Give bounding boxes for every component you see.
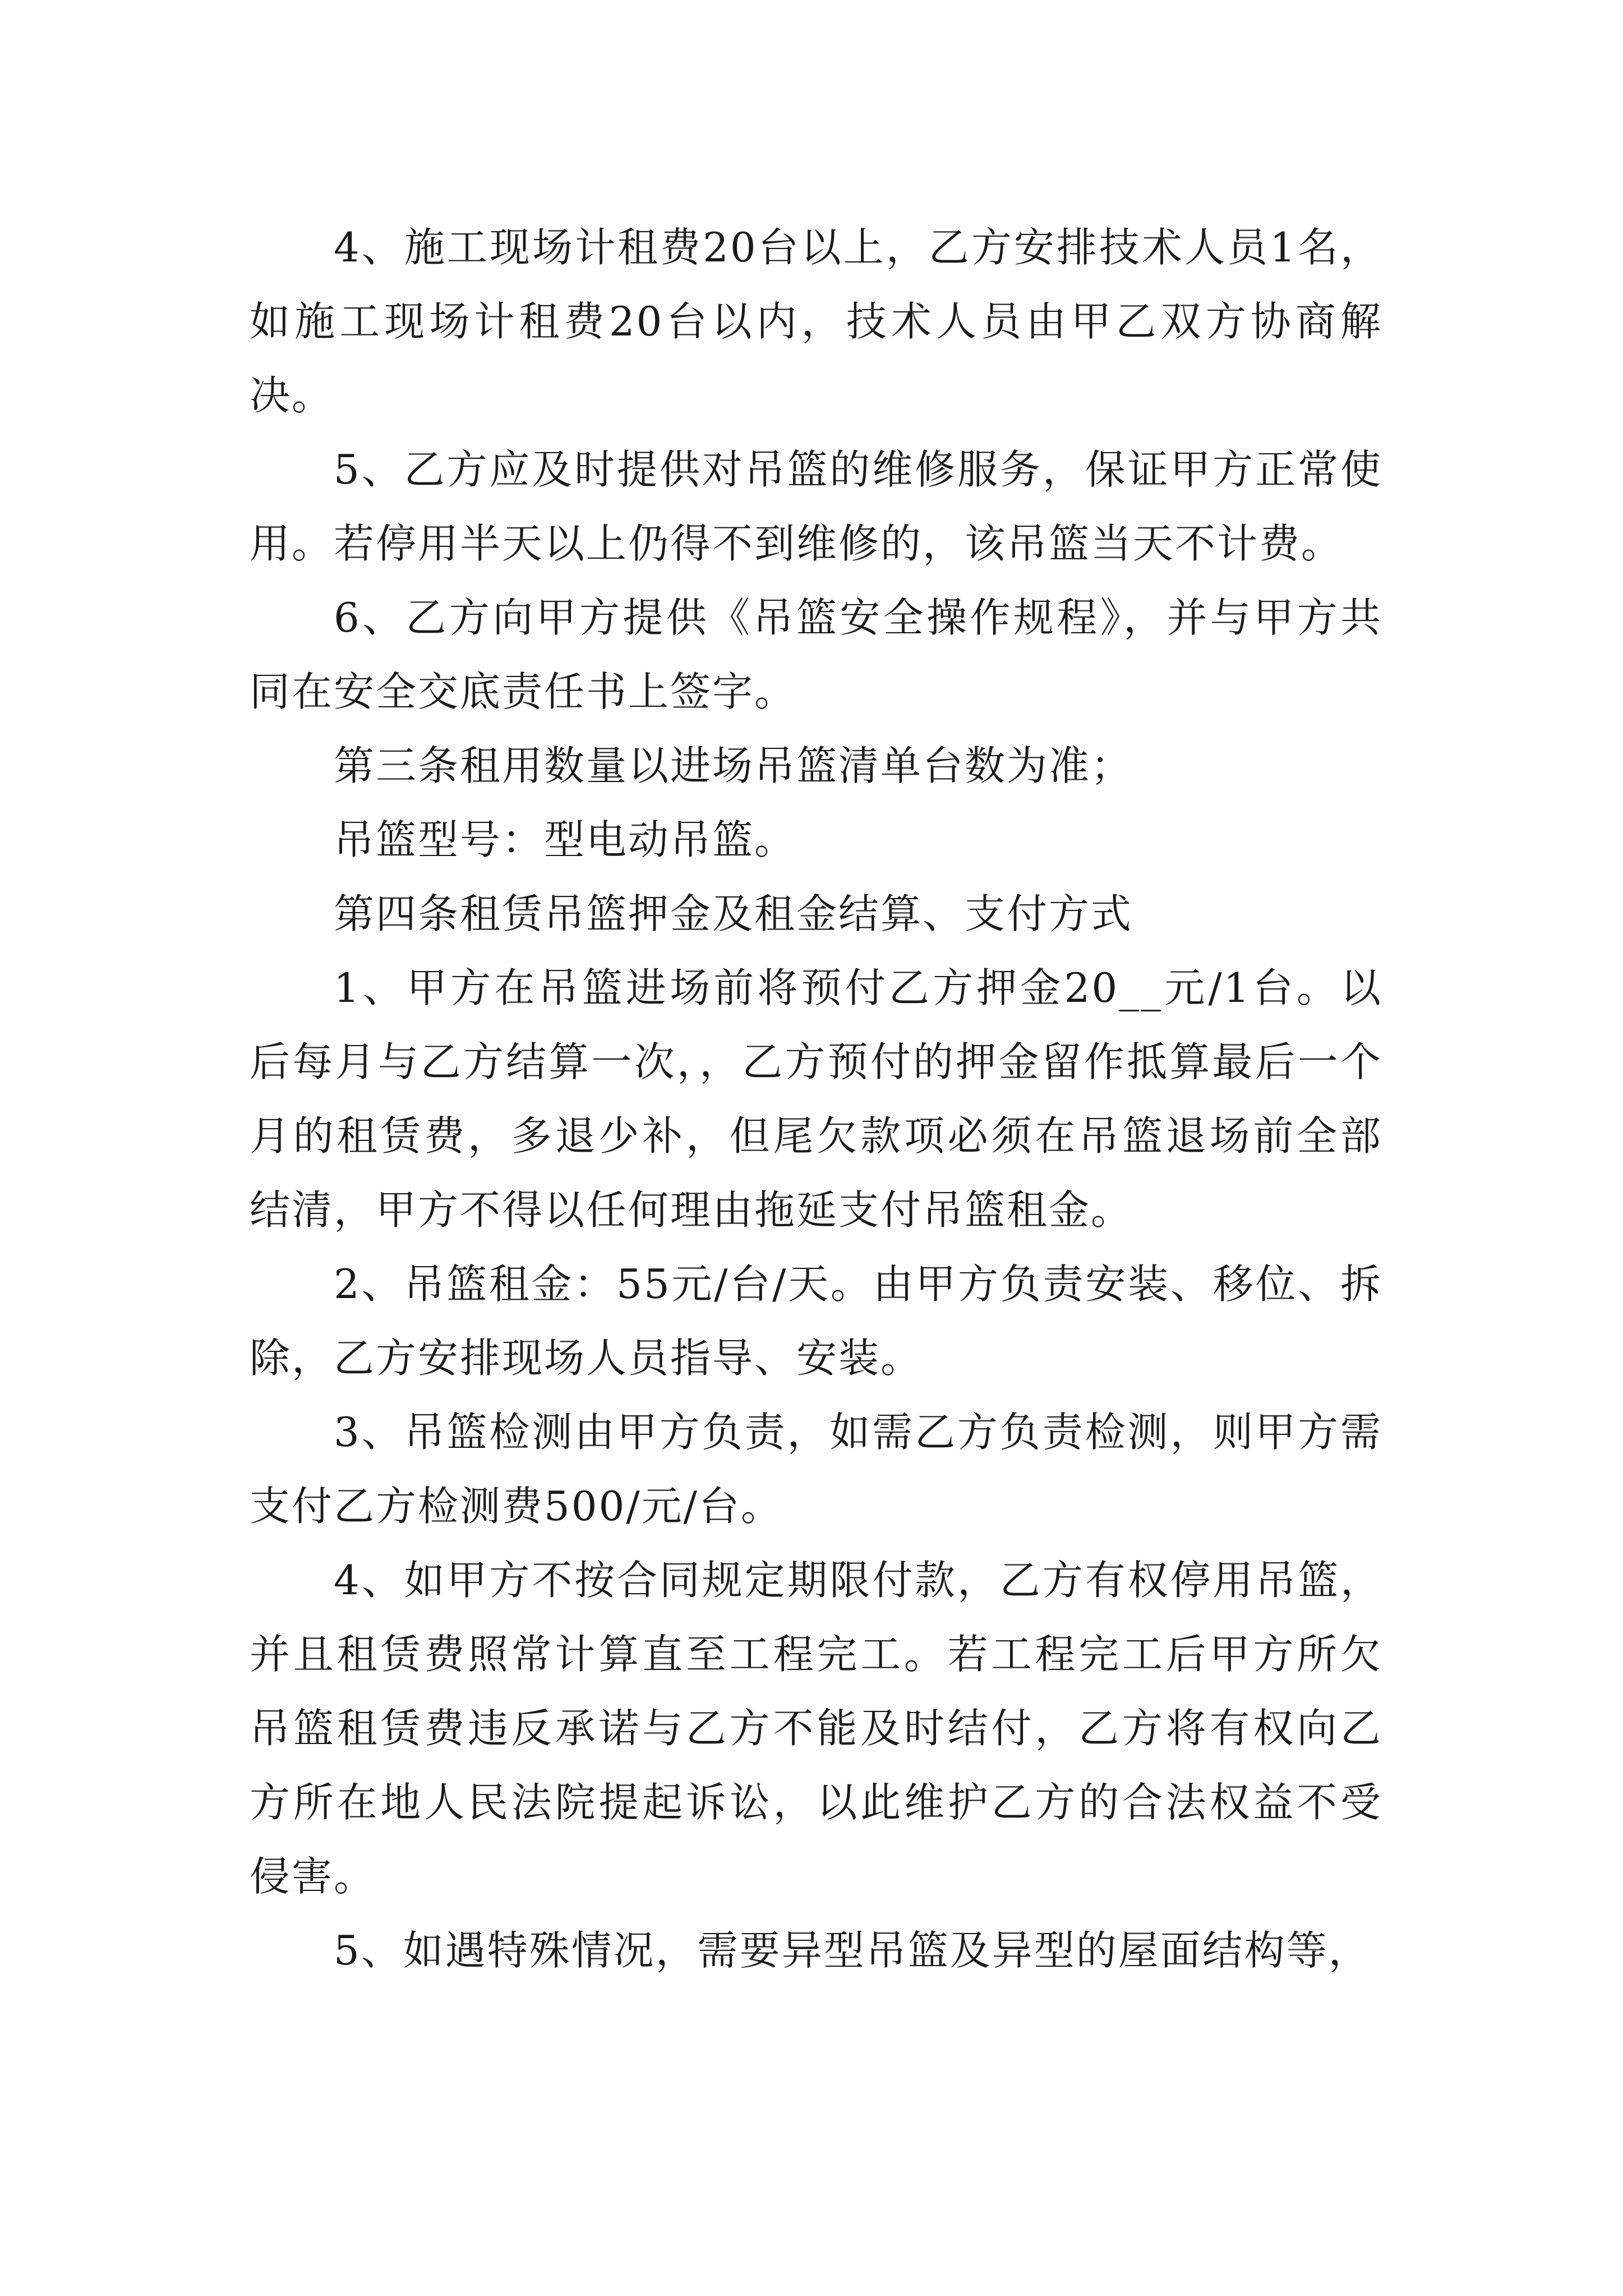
- paragraph-clause-5-special: 5、如遇特殊情况，需要异型吊篮及异型的屋面结构等，: [334, 1927, 1371, 1974]
- paragraph-clause-4-payment: 4、如甲方不按合同规定期限付款，乙方有权停用吊篮，并且租赁费照常计算直至工程完工。若工程完工后甲方所欠吊篮租赁费违反承诺与乙方不能及时结付，乙方将有权向乙方所在地人民法院提起诉讼，以此维护乙方的合法权益不受侵害。: [250, 1557, 1382, 1900]
- document-body: [250, 210, 1382, 1987]
- paragraph-clause-1-deposit: 1、甲方在吊篮进场前将预付乙方押金20__元/1台。以后每月与乙方结算一次，，乙方预付的押金留作抵算最后一个月的租赁费，多退少补，但尾欠款项必须在吊篮退场前全部结清，甲方不得以任何理由拖延支付吊篮租金。: [250, 964, 1382, 1234]
- paragraph-clause-5-maintenance: 5、乙方应及时提供对吊篮的维修服务，保证甲方正常使用。若停用半天以上仍得不到维修的，该吊篮当天不计费。: [250, 446, 1382, 567]
- paragraph-clause-6-safety-rules: 6、乙方向甲方提供《吊篮安全操作规程》，并与甲方共同在安全交底责任书上签字。: [250, 594, 1382, 715]
- paragraph-clause-2-rent: 2、吊篮租金：55元/台/天。由甲方负责安装、移位、拆除，乙方安排现场人员指导、安装。: [250, 1260, 1382, 1382]
- paragraph-clause-3-inspection: 3、吊篮检测由甲方负责，如需乙方负责检测，则甲方需支付乙方检测费500/元/台。: [250, 1409, 1382, 1530]
- paragraph-article-4-heading: 第四条租赁吊篮押金及租金结算、支付方式: [334, 890, 1133, 937]
- paragraph-article-3-quantity: 第三条租用数量以进场吊篮清单台数为准；: [334, 742, 1133, 789]
- paragraph-basket-model: 吊篮型号：型电动吊篮。: [334, 816, 797, 863]
- paragraph-clause-4-technician: 4、施工现场计租费20台以上，乙方安排技术人员1名，如施工现场计租费20台以内，技术人员由甲乙双方协商解决。: [250, 224, 1382, 419]
